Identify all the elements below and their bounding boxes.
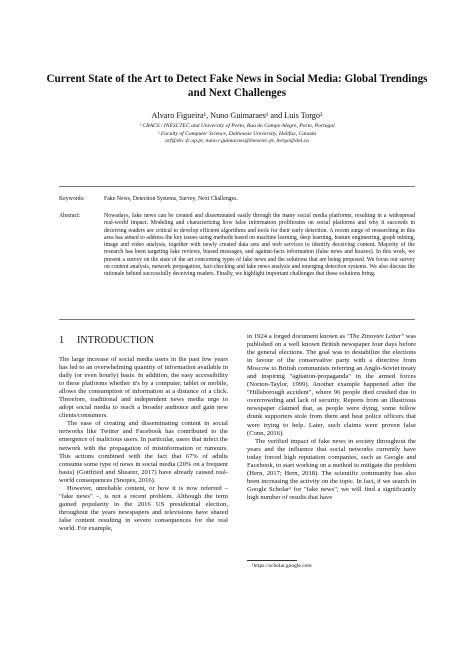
divider-bottom	[59, 319, 415, 320]
keywords-text: Fake News, Detection Systems, Survey, Next Challenges.	[104, 196, 238, 202]
left-column	[59, 356, 228, 533]
intro-paragraph-4: in 1924 a forged document known as "The Zinoviev Letter" was published on a well known British newspaper four days before the general elections. The goal was to destabilize the elections in favour of the conservative party with a directive from Moscow to British communists referring an Anglo-Soviet treaty and inspiring "agitation-propaganda" in the armed forces (Norton-Taylor, 1999). Another example happened after the "Hillsborough accident", where 96 people died crushed due to overcrowding and lack of security. Reports from an illustrious newspaper claimed that, as people were dying, some fellow drunk supporters stole from them and beat police officers that were trying to help. Later, such claims were proven false (Conn, 2016).	[247, 333, 416, 437]
intro-paragraph-5: The verified impact of fake news in society throughout the years and the influence that social networks currently have today forced high reputation companies, such as Google and Facebook, to start working on a method to mitigate the problem (Hern, 2017; Hern, 2018). The scientific community has also been increasing the activity on the topic. In fact, if we search in Google Scholar¹ for "fake news", we will find a significantly high number of results that have	[247, 437, 416, 501]
intro-paragraph-1: The large increase of social media users in the past few years has led to an overwhelming quantity of information available in daily (or even hourly) basis. In addition, the easy accessibility to these platforms whether it's by a computer, tablet or mobile, allows the consumption of information at a distance of a click. Therefore, traditional and independent news media urge to adopt social media to reach a broader audience and gain new clients/consumers.	[59, 356, 228, 420]
abstract-label: Abstract:	[59, 213, 81, 219]
author-emails: arf@dcc.fc.up.pt, nuno.r.guimaraes@inesctec.pt, ltorgo@dal.ca	[165, 138, 309, 145]
zinoviev-letter-title: "The Zinoviev Letter"	[346, 333, 405, 340]
affiliation-2: ² Faculty of Computer Science, Dalhousie University, Halifax, Canada	[157, 130, 317, 137]
section-heading	[59, 335, 154, 347]
intro-paragraph-2: The ease of creating and disseminating content in social networks like Twitter and Facebook has contributed to the emergence of malicious users. In particular, users that infect the network with the propagation of misinformation or rumours. This actions combined with the fact that 67% of adults consume some type of news in social media (20% on a frequent basis) (Gottfried and Shearer, 2017) have already caused real-world consequences (Snopes, 2016).	[59, 420, 228, 484]
footnote: ¹https://scholar.google.com	[252, 563, 312, 569]
footnote-rule	[247, 560, 297, 561]
author-list: Alvaro Figueira¹, Nuno Guimaraes¹ and Luis Torgo²	[151, 111, 323, 120]
affiliation-1: ¹ CRACS / INESCTEC and University of Porto, Rua do Campo Alegre, Porto, Portugal	[139, 123, 335, 129]
divider-top	[59, 186, 415, 187]
right-column	[247, 333, 416, 502]
section-title: INTRODUCTION	[77, 335, 154, 346]
paper-title: Current State of the Art to Detect Fake News in Social Media: Global Trendings and Next Challenges	[46, 73, 428, 99]
abstract-text: Nowadays, fake news can be created and disseminated easily through the many social media platforms, resulting in a widespread real-world impact. Modeling and characterizing how false information proliferates on social platforms and why it succeeds in deceiving readers are critical to develop efficient algorithms and tools for their early detection. A recent surge of researching in this area has aimed to address the key issues using methods based on machine learning, deep learning, feature engineering, graph mining, image and video analysis, together with newly created data sets and web services to identify deceiving content. Majority of the research has been targeting fake reviews, biased messages, and against-facts information (false news and hoaxes). In this work, we present a survey on the state of the art concerning types of fake news and the solutions that are being proposed. We focus our survey on content analysis, network propagation, fact-checking and fake news analysis and emerging detection systems. We also discuss the rationale behind successfully deceiving readers. Finally, we highlight important challenges that these solutions bring.	[104, 213, 415, 278]
section-number: 1	[59, 335, 65, 346]
affiliations	[40, 123, 434, 146]
keywords-label: Keywords:	[59, 196, 85, 202]
intro-paragraph-3: However, unreliable content, or how it is now referred – "fake news" –, is not a recent problem. Although the term gained popularity in the 2016 US presidential election, throughout the years newspapers and televisions have shared false content resulting in severe consequences for the real world. For example,	[59, 484, 228, 532]
